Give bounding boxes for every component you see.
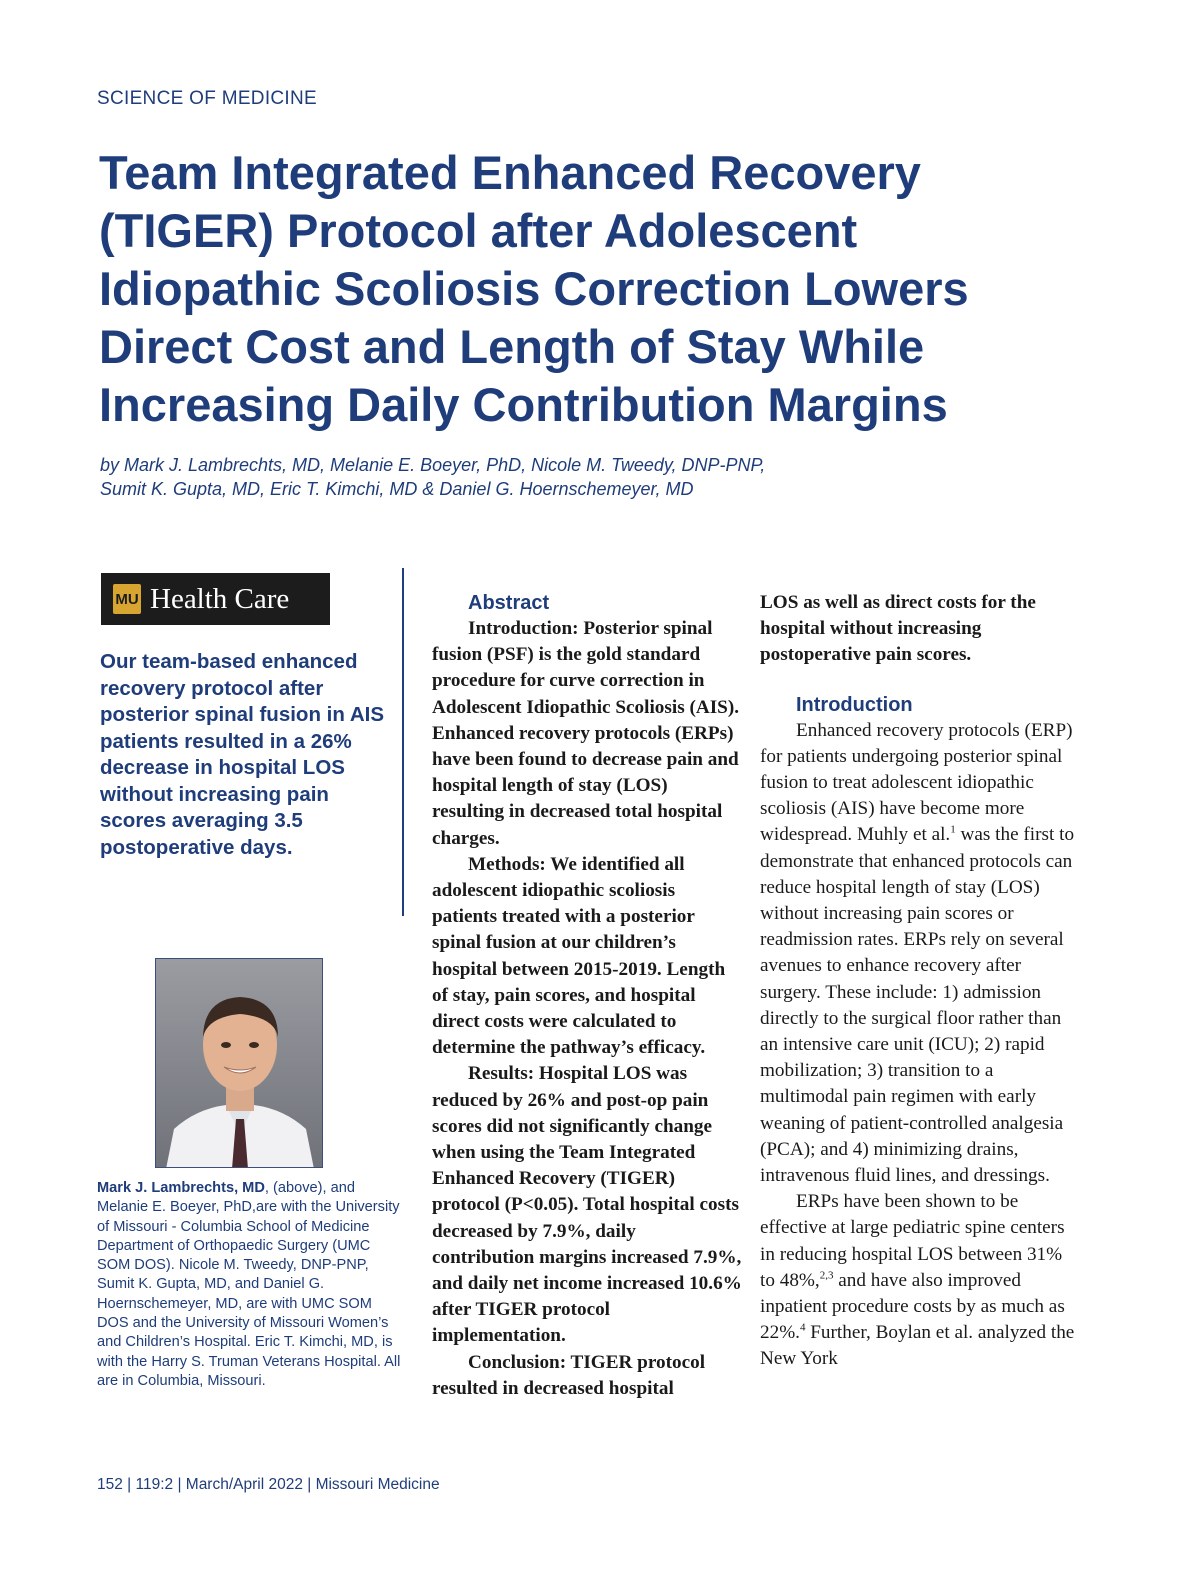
- abstract-column: [432, 590, 742, 1402]
- section-label: SCIENCE OF MEDICINE: [97, 88, 317, 109]
- article-title: [99, 144, 1099, 434]
- page-footer: 152 | 119:2 | March/April 2022 | Missouri Medicine: [97, 1476, 440, 1493]
- abstract-heading: Abstract: [468, 592, 550, 614]
- citation-ref: 1: [950, 824, 956, 837]
- title-line: Increasing Daily Contribution Margins: [99, 378, 948, 431]
- mu-logo-icon: MU: [113, 584, 141, 614]
- title-line: Idiopathic Scoliosis Correction Lowers: [99, 262, 969, 315]
- citation-ref: 4: [799, 1321, 806, 1334]
- intro-text: Further, Boylan et al. analyzed the New York: [760, 1322, 1075, 1370]
- byline: [100, 453, 1100, 501]
- byline-line: by Mark J. Lambrechts, MD, Melanie E. Boeyer, PhD, Nicole M. Tweedy, DNP-PNP,: [100, 455, 766, 475]
- caption-author-name: Mark J. Lambrechts, MD: [97, 1180, 265, 1196]
- author-portrait-icon: [156, 959, 323, 1168]
- abstract-continuation: LOS as well as direct costs for the hospital without increasing postoperative pain scores.: [760, 592, 1036, 666]
- author-caption: [97, 1179, 402, 1391]
- citation-ref: 2,3: [819, 1269, 834, 1282]
- title-line: (TIGER) Protocol after Adolescent: [99, 204, 858, 257]
- introduction-paragraph-2: [760, 1189, 1080, 1372]
- mu-health-care-logo: [101, 573, 330, 625]
- introduction-column: [760, 590, 1080, 1373]
- caption-text: , (above), and Melanie E. Boeyer, PhD,are with the University of Missouri - Columbia School of Medicine Department of Orthopaedic Surgery (UMC SOM DOS). Nicole M. Tweedy, DNP-PNP, Sumit K. Gupta, MD, and Daniel G. Hoernschemeyer, MD, are with UMC SOM DOS and the University of Missouri Women’s and Children’s Hospital. Eric T. Kimchi, MD, is with the Harry S. Truman Veterans Hospital. All are in Columbia, Missouri.: [97, 1180, 401, 1389]
- pull-quote: Our team-based enhanced recovery protocol after posterior spinal fusion in AIS patients resulted in a 26% decrease in hospital LOS without increasing pain scores averaging 3.5 postoperative days.: [100, 650, 384, 859]
- author-photo: [155, 958, 323, 1168]
- column-divider: [402, 568, 404, 916]
- abstract-methods: Methods: We identified all adolescent idiopathic scoliosis patients treated with a posterior spinal fusion at our children’s hospital between 2015-2019. Length of stay, pain scores, and hospital direct costs were calculated to determine the pathway’s efficacy.: [432, 853, 726, 1059]
- intro-text: and have also improved inpatient procedure costs by as much as 22%.: [760, 1269, 1065, 1344]
- intro-text: Enhanced recovery protocols (ERP) for patients undergoing posterior spinal fusion to treat adolescent idiopathic scoliosis (AIS) have become more widespread. Muhly et al.: [760, 719, 1073, 846]
- abstract-results: Results: Hospital LOS was reduced by 26% and post-op pain scores did not significantly change when using the Team Integrated Enhanced Recovery (TIGER) protocol (P<0.05). Total hospital costs decreased by 7.9%, daily contribution margins increased 7.9%, and daily net income increased 10.6% after TIGER protocol implementation.: [432, 1063, 742, 1347]
- title-line: Direct Cost and Length of Stay While: [99, 320, 925, 373]
- introduction-paragraph-1: [760, 718, 1080, 1190]
- abstract-conclusion: Conclusion: TIGER protocol resulted in decreased hospital: [432, 1351, 706, 1399]
- introduction-heading: Introduction: [796, 693, 913, 716]
- logo-text: Health Care: [150, 582, 290, 615]
- abstract-introduction: Introduction: Posterior spinal fusion (PSF) is the gold standard procedure for curve correction in Adolescent Idiopathic Scoliosis (AIS). Enhanced recovery protocols (ERPs) have been found to decrease pain and hospital length of stay (LOS) resulting in decreased total hospital charges.: [432, 618, 740, 849]
- intro-text: was the first to demonstrate that enhanced protocols can reduce hospital length of stay (LOS) without increasing pain scores or readmission rates. ERPs rely on several avenues to enhance recovery after surgery. These include: 1) admission directly to the surgical floor rather than an intensive care unit (ICU); 2) rapid mobilization; 3) transition to a multimodal pain regimen with early weaning of patient-controlled analgesia (PCA); and 4) minimizing drains, intravenous fluid lines, and dressings.: [760, 824, 1075, 1187]
- title-line: Team Integrated Enhanced Recovery: [99, 146, 921, 199]
- intro-text: ERPs have been shown to be effective at large pediatric spine centers in reducing hospital LOS between 31% to 48%,: [760, 1191, 1065, 1291]
- byline-line: Sumit K. Gupta, MD, Eric T. Kimchi, MD & Daniel G. Hoernschemeyer, MD: [100, 479, 694, 499]
